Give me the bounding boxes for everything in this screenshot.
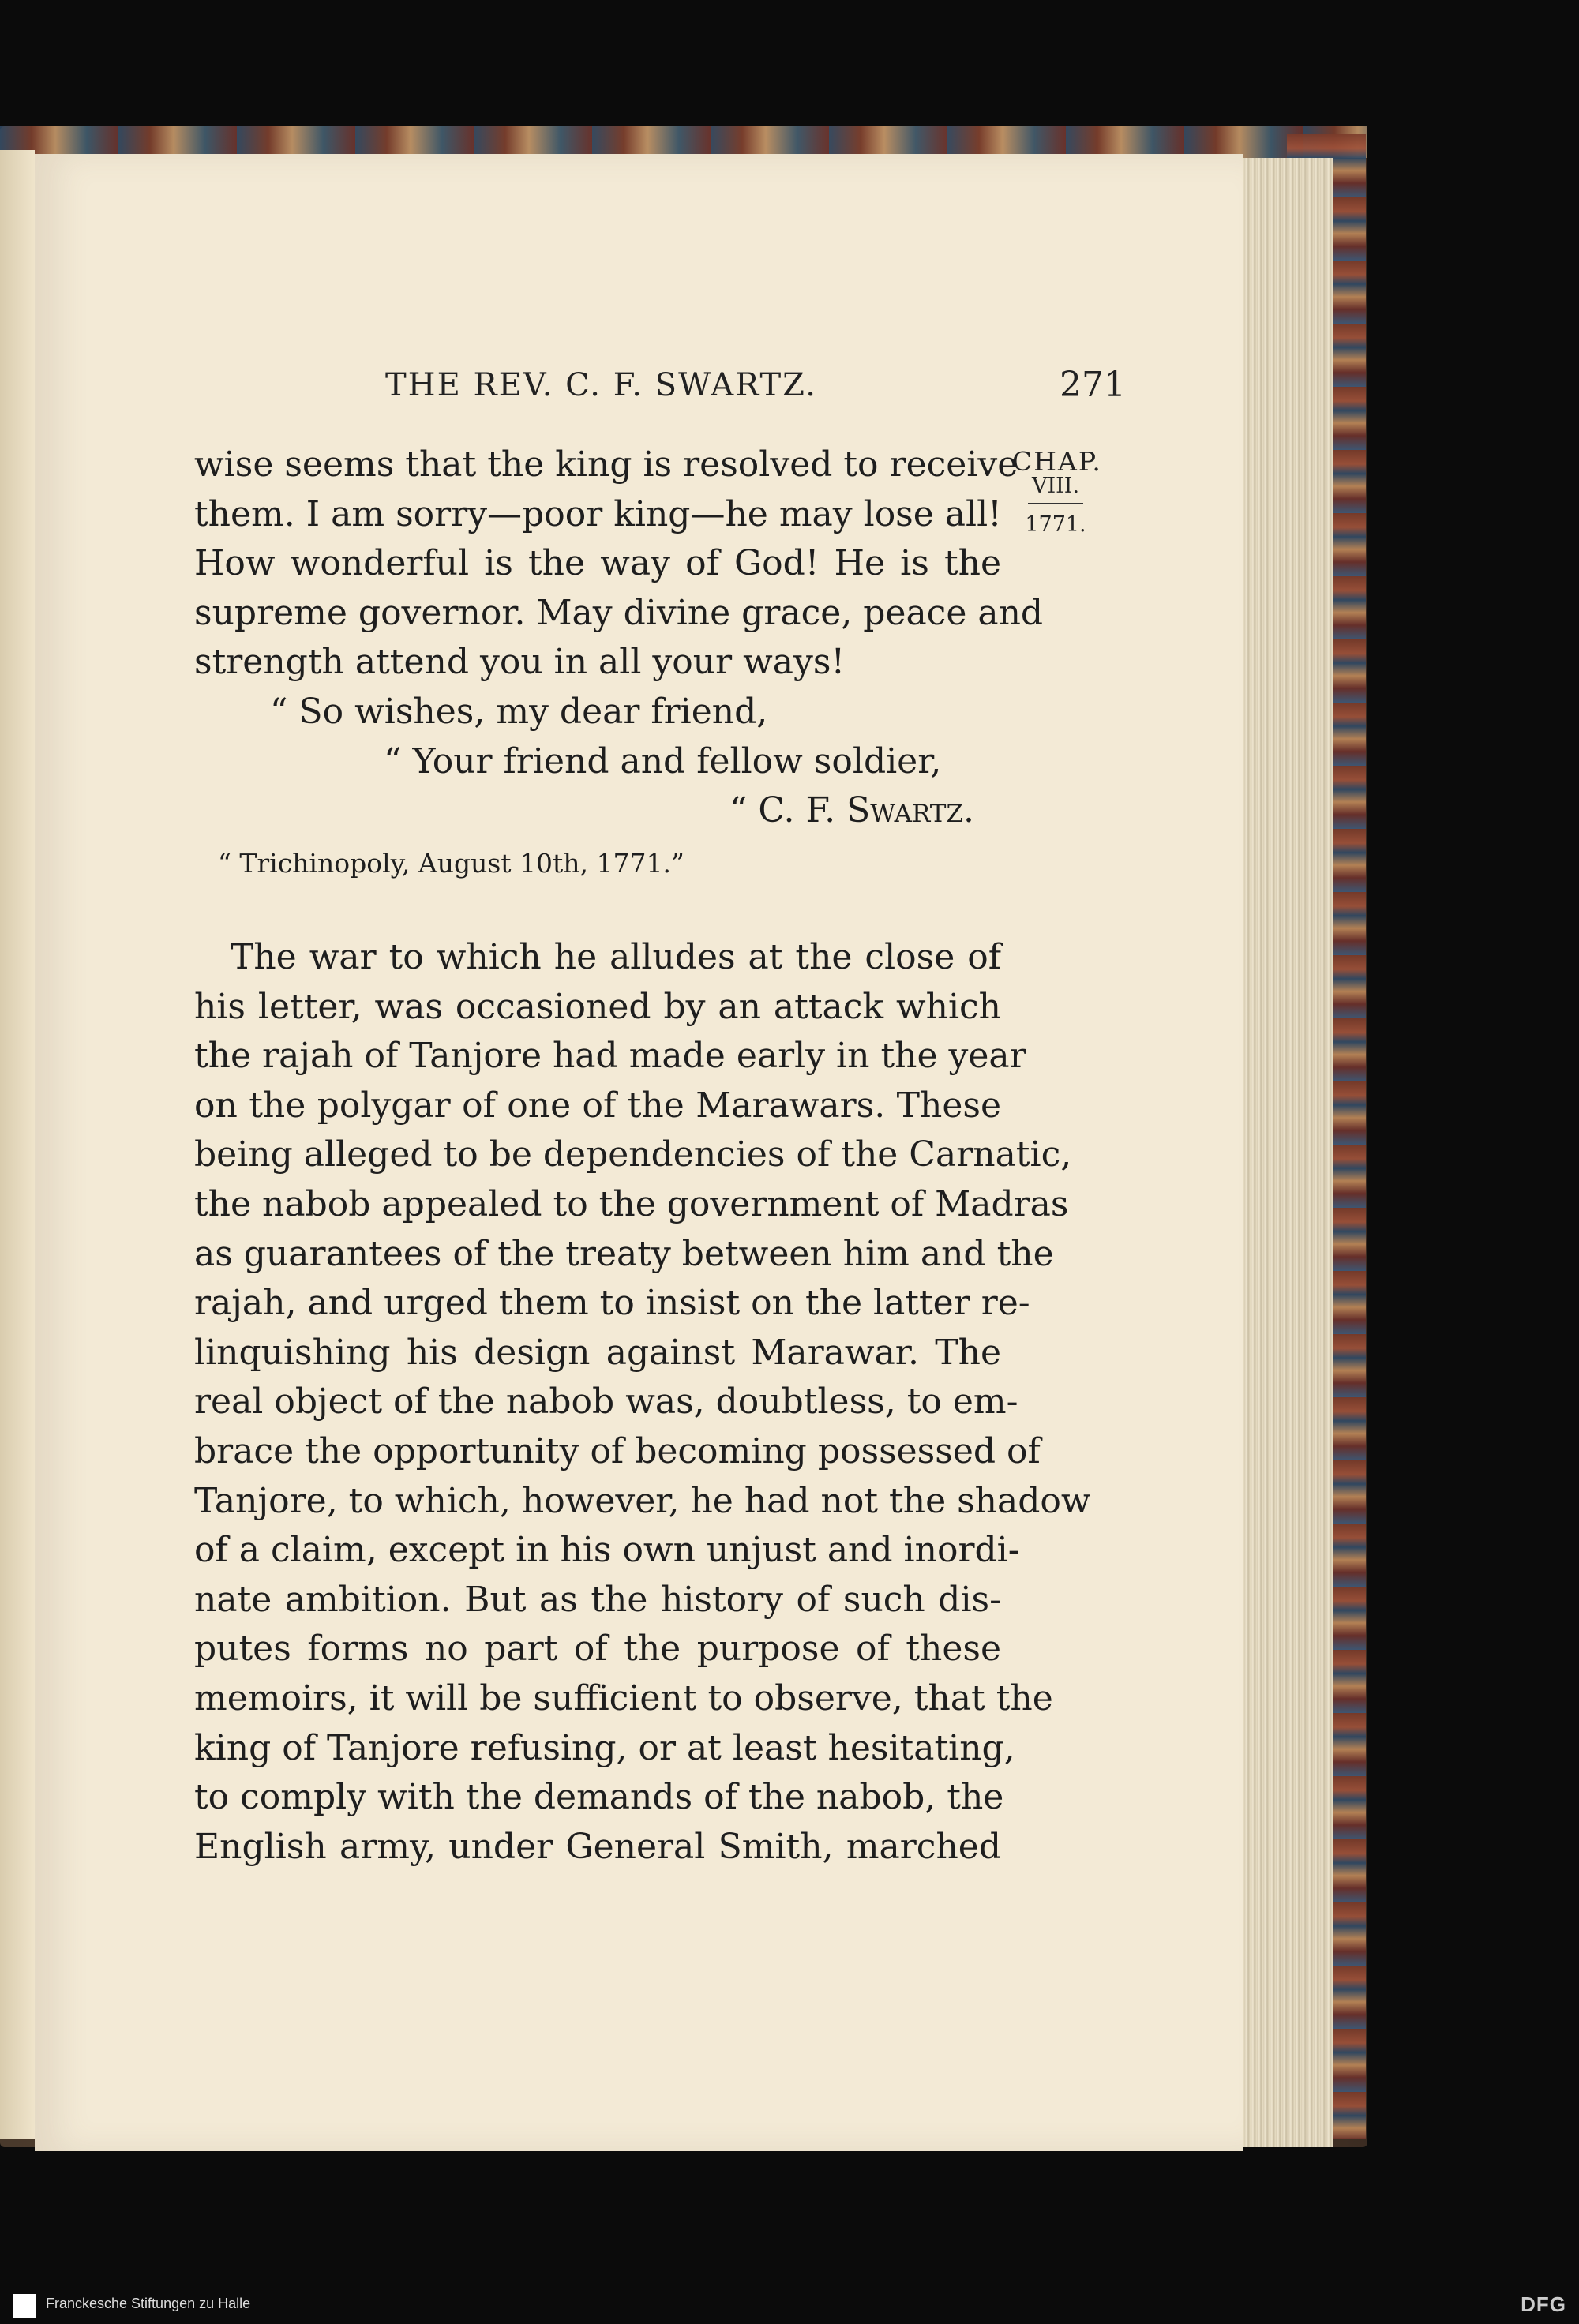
closing-wishes: “ So wishes, my dear friend, bbox=[270, 691, 768, 732]
footer-institution: Franckesche Stiftungen zu Halle bbox=[46, 2296, 251, 2311]
text-line: nate ambition. But as the history of such dis- bbox=[194, 1579, 1001, 1620]
text-line: linquishing his design against Marawar. The bbox=[194, 1332, 1001, 1373]
text-line: wise seems that the king is resolved to receive bbox=[194, 444, 1018, 485]
text-line: English army, under General Smith, marched bbox=[194, 1826, 1001, 1867]
margin-chapter: CHAP. bbox=[1012, 446, 1102, 477]
running-head: THE REV. C. F. SWARTZ. bbox=[385, 367, 817, 403]
page-number: 271 bbox=[1060, 365, 1126, 405]
text-line: putes forms no part of the purpose of these bbox=[194, 1629, 1001, 1670]
text-line: the rajah of Tanjore had made early in the year bbox=[194, 1036, 1026, 1077]
left-page-sliver bbox=[0, 150, 35, 2139]
institution-logo-icon bbox=[13, 2294, 36, 2318]
text-line: strength attend you in all your ways! bbox=[194, 642, 846, 683]
text-line: real object of the nabob was, doubtless, to em- bbox=[194, 1381, 1018, 1423]
margin-note bbox=[1012, 446, 1102, 537]
text-line: The war to which he alludes at the close of bbox=[231, 937, 1001, 977]
text-line: supreme governor. May divine grace, peace and bbox=[194, 592, 1044, 633]
margin-year: 1771. bbox=[1025, 512, 1086, 537]
text-line: king of Tanjore refusing, or at least hesitating, bbox=[194, 1727, 1015, 1768]
page-edges bbox=[1238, 158, 1333, 2147]
text-line: How wonderful is the way of God! He is the bbox=[194, 543, 1001, 584]
text-line: to comply with the demands of the nabob, the bbox=[194, 1777, 1004, 1818]
text-line: of a claim, except in his own unjust and inordi- bbox=[194, 1530, 1020, 1571]
signature: “ C. F. Swartz. bbox=[729, 790, 974, 831]
closing-friend: “ Your friend and fellow soldier, bbox=[384, 740, 942, 782]
text-line: memoirs, it will be sufficient to observe, that the bbox=[194, 1677, 1053, 1719]
text-line: Tanjore, to which, however, he had not the shadow bbox=[194, 1480, 1091, 1521]
letter-date: “ Trichinopoly, August 10th, 1771.” bbox=[218, 847, 684, 879]
text-line: on the polygar of one of the Marawars. These bbox=[194, 1085, 1001, 1126]
text-line: rajah, and urged them to insist on the latter re- bbox=[194, 1283, 1030, 1324]
text-line: them. I am sorry—poor king—he may lose all! bbox=[194, 493, 1002, 534]
text-line: as guarantees of the treaty between him and the bbox=[194, 1233, 1054, 1274]
margin-chapter-number: VIII. bbox=[1031, 474, 1080, 498]
text-line: his letter, was occasioned by an attack which bbox=[194, 986, 1001, 1027]
dfg-badge: DFG bbox=[1521, 2292, 1566, 2316]
body-text bbox=[194, 933, 1091, 1872]
margin-rule bbox=[1028, 503, 1083, 504]
marbled-board-top bbox=[0, 126, 1367, 158]
text-line: being alleged to be dependencies of the Carnatic, bbox=[194, 1134, 1072, 1175]
letter-text bbox=[194, 440, 1044, 888]
text-line: brace the opportunity of becoming possessed of bbox=[194, 1430, 1041, 1471]
text-line: the nabob appealed to the government of Madras bbox=[194, 1183, 1069, 1224]
